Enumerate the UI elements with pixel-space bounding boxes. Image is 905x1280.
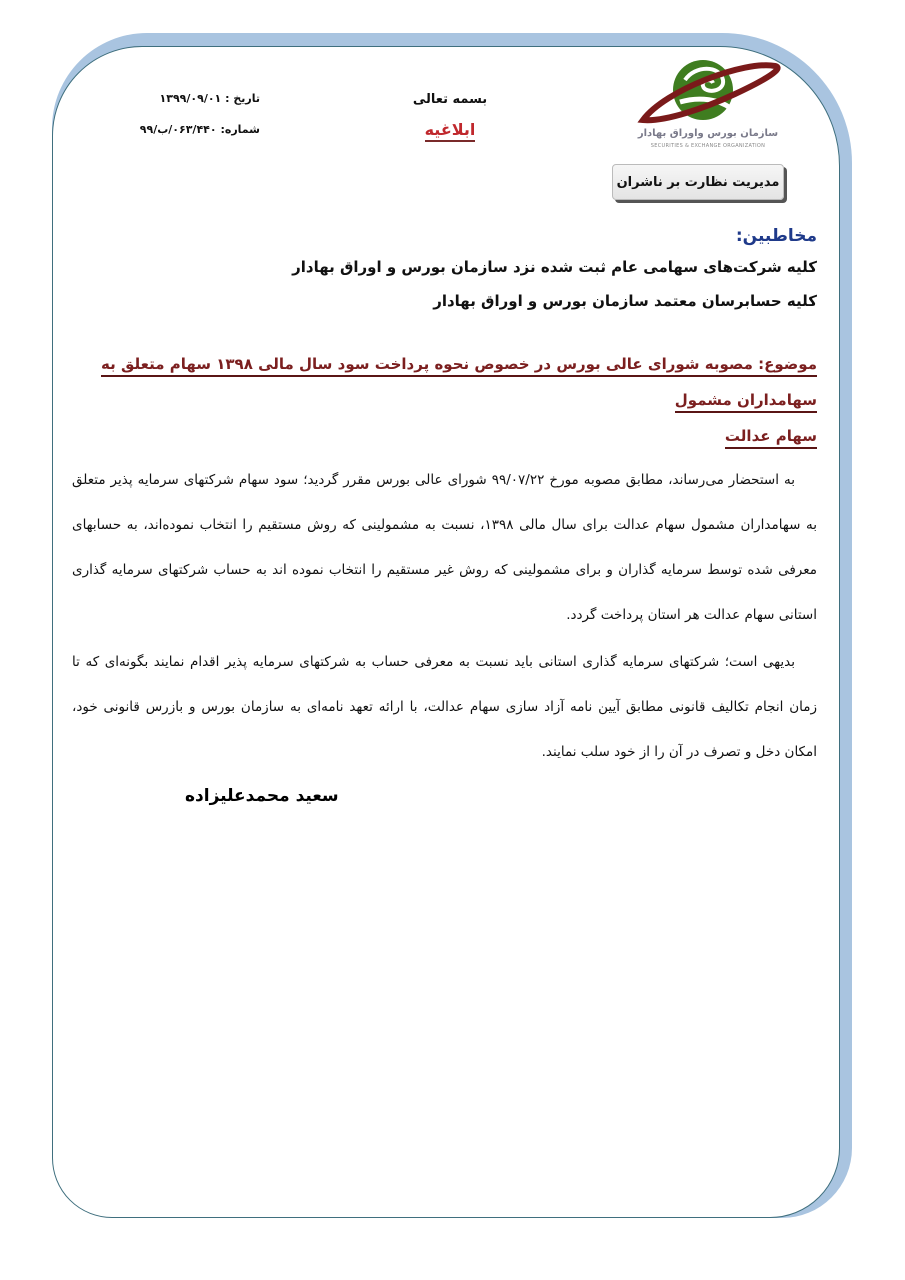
subject-text: مصوبه شورای عالی بورس در خصوص نحوه پرداخت سود سال مالی ۱۳۹۸ سهام متعلق به سهامداران مشمول	[101, 355, 817, 409]
subject-line-1	[101, 355, 817, 413]
notice-label-text: ابلاغیه	[425, 120, 476, 142]
logo-caption-english: SECURITIES & EXCHANGE ORGANIZATION	[650, 143, 766, 149]
logo-caption-persian: سازمان بورس واوراق بهادار	[637, 128, 779, 139]
basmala-heading: بسمه تعالی	[412, 92, 488, 107]
subject-label: موضوع:	[758, 355, 817, 373]
number-label: شماره:	[220, 123, 260, 136]
body-paragraph-1: به استحضار می‌رساند، مطابق مصوبه مورخ ۹۹/۰۷/۲۲ شورای عالی بورس مقرر گردید؛ سود سهام شرکتهای سرمایه پذیر متعلق به سهامداران مشمول سهام عدالت برای سال مالی ۱۳۹۸، نسبت به مشمولینی که روش مستقیم را انتخاب نموده‌اند، به حسابهای معرفی شده توسط سرمایه گذاران و برای مشمولینی که روش غیر مستقیم را انتخاب نموده اند به حساب شرکتهای سرمایه گذاری استانی سهام عدالت هر استان پرداخت گردد.	[72, 472, 817, 623]
notice-label	[395, 120, 505, 139]
subject	[77, 346, 817, 454]
department-label: مدیریت نظارت بر ناشران	[612, 164, 784, 200]
addressee-line: کلیه حسابرسان معتمد سازمان بورس و اوراق بهادار	[433, 292, 817, 310]
body-paragraph-2: بدیهی است؛ شرکتهای سرمایه گذاری استانی باید نسبت به معرفی حساب به شرکتهای سرمایه پذیر اقدام نمایند بگونه‌ای که تا زمان انجام تکالیف قانونی مطابق آیین نامه آزاد سازی سهام عدالت، با ارائه تعهد نامه‌ای به سازمان بورس و بازرس قانونی خود، امکان دخل و تصرف در آن را از خود سلب نمایند.	[72, 654, 817, 760]
date-label: تاریخ :	[225, 92, 260, 105]
number-value: ۰۶۳/۴۴۰/ب/۹۹	[139, 123, 217, 136]
addressee-line: کلیه شرکت‌های سهامی عام ثبت شده نزد سازمان بورس و اوراق بهادار	[292, 258, 817, 276]
date-value: ۱۳۹۹/۰۹/۰۱	[159, 92, 222, 105]
signatory-name: سعید محمدعلیزاده	[185, 786, 339, 806]
addressees-title: مخاطبین:	[735, 226, 817, 246]
letter-date	[130, 92, 260, 105]
subject-line-2: سهام عدالت	[725, 427, 817, 449]
letter-number	[120, 123, 260, 136]
